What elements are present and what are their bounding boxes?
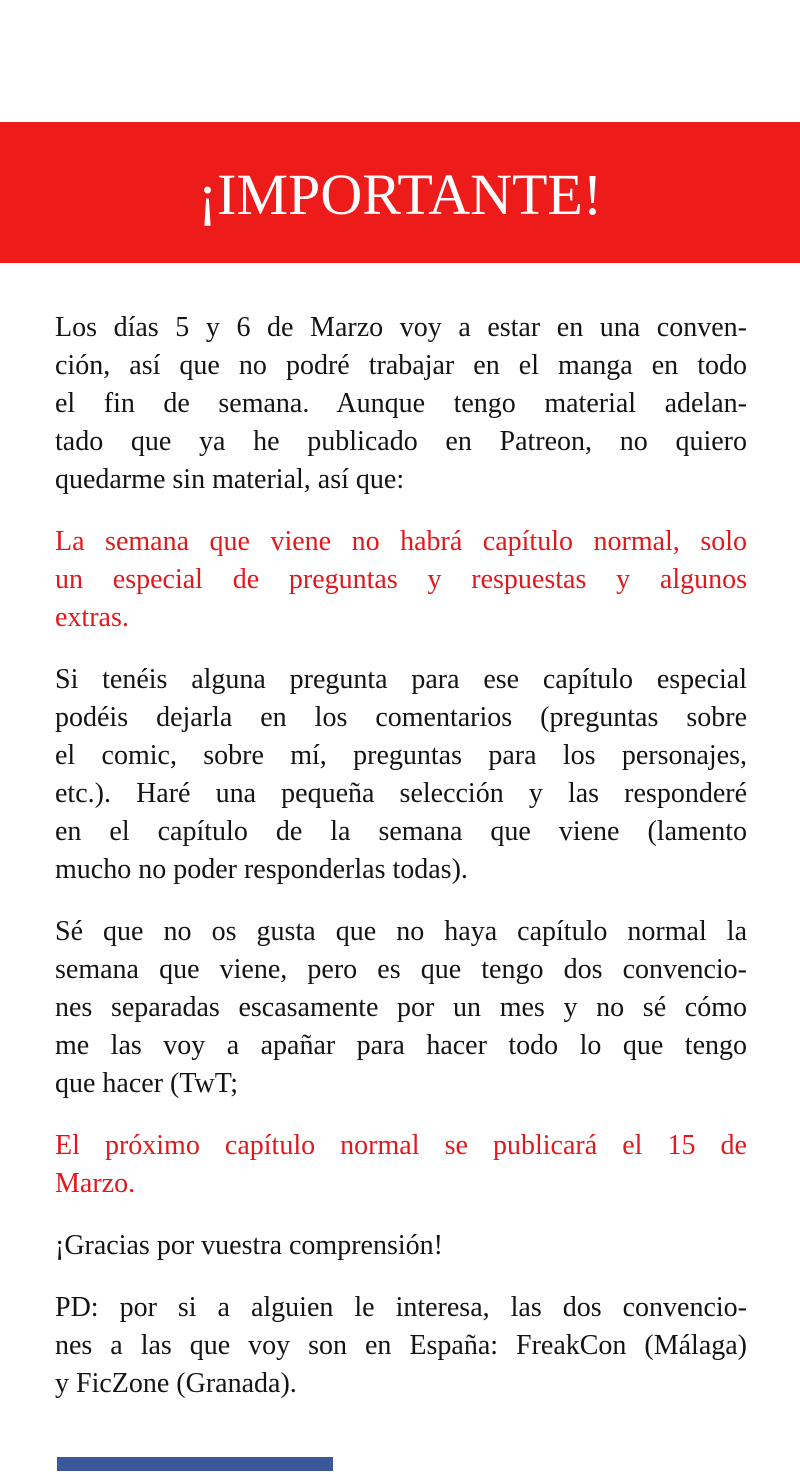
text-line: Si tenéis alguna pregunta para ese capítulo especial — [55, 664, 747, 695]
text-line: el fin de semana. Aunque tengo material adelan- — [55, 388, 747, 419]
text-line: nes separadas escasamente por un mes y no sé cómo — [55, 992, 747, 1023]
text-line: que hacer (TwT; — [55, 1068, 239, 1099]
text-line: La semana que viene no habrá capítulo normal, solo — [55, 526, 747, 557]
text-line: Los días 5 y 6 de Marzo voy a estar en una conven- — [55, 312, 747, 343]
paragraph — [55, 1289, 747, 1403]
text-line: etc.). Haré una pequeña selección y las responderé — [55, 778, 747, 809]
text-line: Sé que no os gusta que no haya capítulo normal la — [55, 916, 747, 947]
text-line: y FicZone (Granada). — [55, 1368, 297, 1399]
text-line: ción, así que no podré trabajar en el manga en todo — [55, 350, 747, 381]
announcement-body — [55, 263, 747, 1427]
text-line: el comic, sobre mí, preguntas para los personajes, — [55, 740, 747, 771]
text-line: me las voy a apañar para hacer todo lo que tengo — [55, 1030, 747, 1061]
banner-title: ¡IMPORTANTE! — [197, 161, 603, 227]
text-line: Marzo. — [55, 1168, 136, 1199]
text-line: mucho no poder responderlas todas). — [55, 854, 468, 885]
text-line: semana que viene, pero es que tengo dos convencio- — [55, 954, 747, 985]
important-banner — [0, 122, 800, 263]
footer-bar — [57, 1457, 333, 1471]
text-line: El próximo capítulo normal se publicará el 15 de — [55, 1130, 747, 1161]
text-line: quedarme sin material, así que: — [55, 464, 405, 495]
text-line: PD: por si a alguien le interesa, las dos convencio- — [55, 1292, 747, 1323]
paragraph — [55, 309, 747, 499]
text-line: extras. — [55, 602, 129, 633]
text-line: en el capítulo de la semana que viene (lamento — [55, 816, 747, 847]
text-line: un especial de preguntas y respuestas y algunos — [55, 564, 747, 595]
text-line: ¡Gracias por vuestra comprensión! — [55, 1230, 443, 1261]
paragraph — [55, 661, 747, 889]
text-line: podéis dejarla en los comentarios (preguntas sobre — [55, 702, 747, 733]
text-line: nes a las que voy son en España: FreakCon (Málaga) — [55, 1330, 747, 1361]
paragraph — [55, 1227, 747, 1265]
paragraph — [55, 523, 747, 637]
text-line: tado que ya he publicado en Patreon, no quiero — [55, 426, 747, 457]
paragraph — [55, 1127, 747, 1203]
paragraphs — [55, 309, 747, 1403]
paragraph — [55, 913, 747, 1103]
